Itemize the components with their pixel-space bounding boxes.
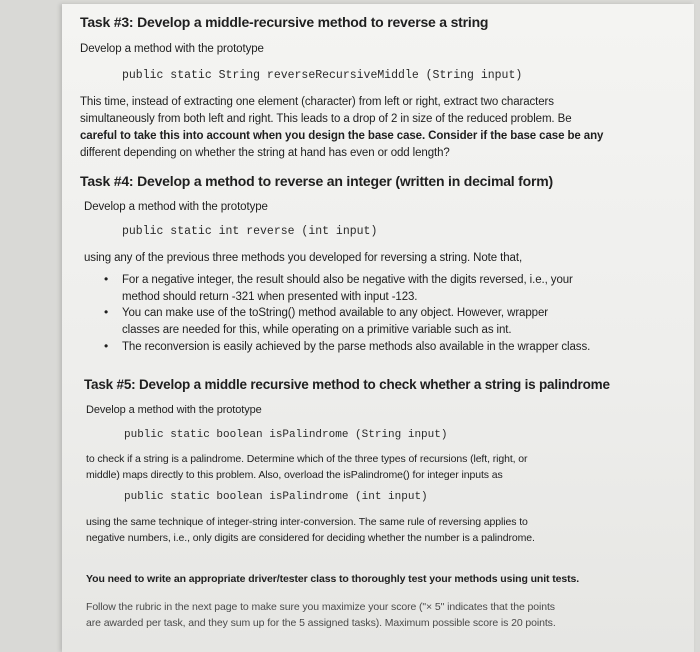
task4-bullet-3: The reconversion is easily achieved by the parse methods also available in the wrapper class. bbox=[122, 341, 591, 353]
task5-prototype-string: public static boolean isPalindrome (String input) bbox=[124, 429, 448, 441]
footer-rubric-2: are awarded per task, and they sum up for the 5 assigned tasks). Maximum possible score is 20 points. bbox=[86, 617, 556, 629]
task3-body-1: This time, instead of extracting one element (character) from left or right, extract two characters bbox=[80, 96, 554, 108]
task4-intro: Develop a method with the prototype bbox=[84, 201, 268, 213]
task4-note: using any of the previous three methods you developed for reversing a string. Note that, bbox=[84, 252, 523, 264]
bullet-dot: • bbox=[104, 272, 109, 286]
task5-body1-2: middle) maps directly to this problem. Also, overload the isPalindrome() for integer inputs as bbox=[86, 469, 503, 481]
task3-prototype: public static String reverseRecursiveMiddle (String input) bbox=[122, 69, 523, 82]
task5-prototype-int: public static boolean isPalindrome (int input) bbox=[124, 491, 428, 503]
footer-driver-note: You need to write an appropriate driver/tester class to thoroughly test your methods using unit tests. bbox=[86, 573, 580, 585]
footer-rubric-1: Follow the rubric in the next page to make sure you maximize your score ("× 5" indicates that the points bbox=[86, 601, 555, 613]
task3-body-2: simultaneously from both left and right. This leads to a drop of 2 in size of the reduced problem. Be bbox=[80, 113, 572, 125]
bullet-dot: • bbox=[104, 305, 109, 319]
task3-heading: Task #3: Develop a middle-recursive method to reverse a string bbox=[80, 14, 489, 30]
task3-body-3: careful to take this into account when you design the base case. Consider if the base case be any bbox=[80, 130, 604, 142]
task4-heading: Task #4: Develop a method to reverse an integer (written in decimal form) bbox=[80, 173, 553, 189]
task3-intro: Develop a method with the prototype bbox=[80, 43, 264, 55]
task5-body2-2: negative numbers, i.e., only digits are considered for deciding whether the number is a palindrome. bbox=[86, 532, 535, 544]
task5-body2-1: using the same technique of integer-string inter-conversion. The same rule of reversing applies to bbox=[86, 516, 528, 528]
task3-body-4: different depending on whether the string at hand has even or odd length? bbox=[80, 147, 450, 159]
task5-heading: Task #5: Develop a middle recursive method to check whether a string is palindrome bbox=[84, 377, 610, 392]
task4-bullet-1a: For a negative integer, the result should also be negative with the digits reversed, i.e., your bbox=[122, 274, 573, 286]
task4-bullet-2a: You can make use of the toString() method available to any object. However, wrapper bbox=[122, 307, 548, 319]
task5-intro: Develop a method with the prototype bbox=[86, 404, 262, 416]
bullet-dot: • bbox=[104, 339, 109, 353]
task4-bullet-1b: method should return -321 when presented with input -123. bbox=[122, 291, 418, 303]
task4-bullet-2b: classes are needed for this, while operating on a primitive variable such as int. bbox=[122, 324, 512, 336]
task5-body1-1: to check if a string is a palindrome. Determine which of the three types of recursions (left, right, or bbox=[86, 453, 528, 465]
task4-prototype: public static int reverse (int input) bbox=[122, 225, 378, 238]
